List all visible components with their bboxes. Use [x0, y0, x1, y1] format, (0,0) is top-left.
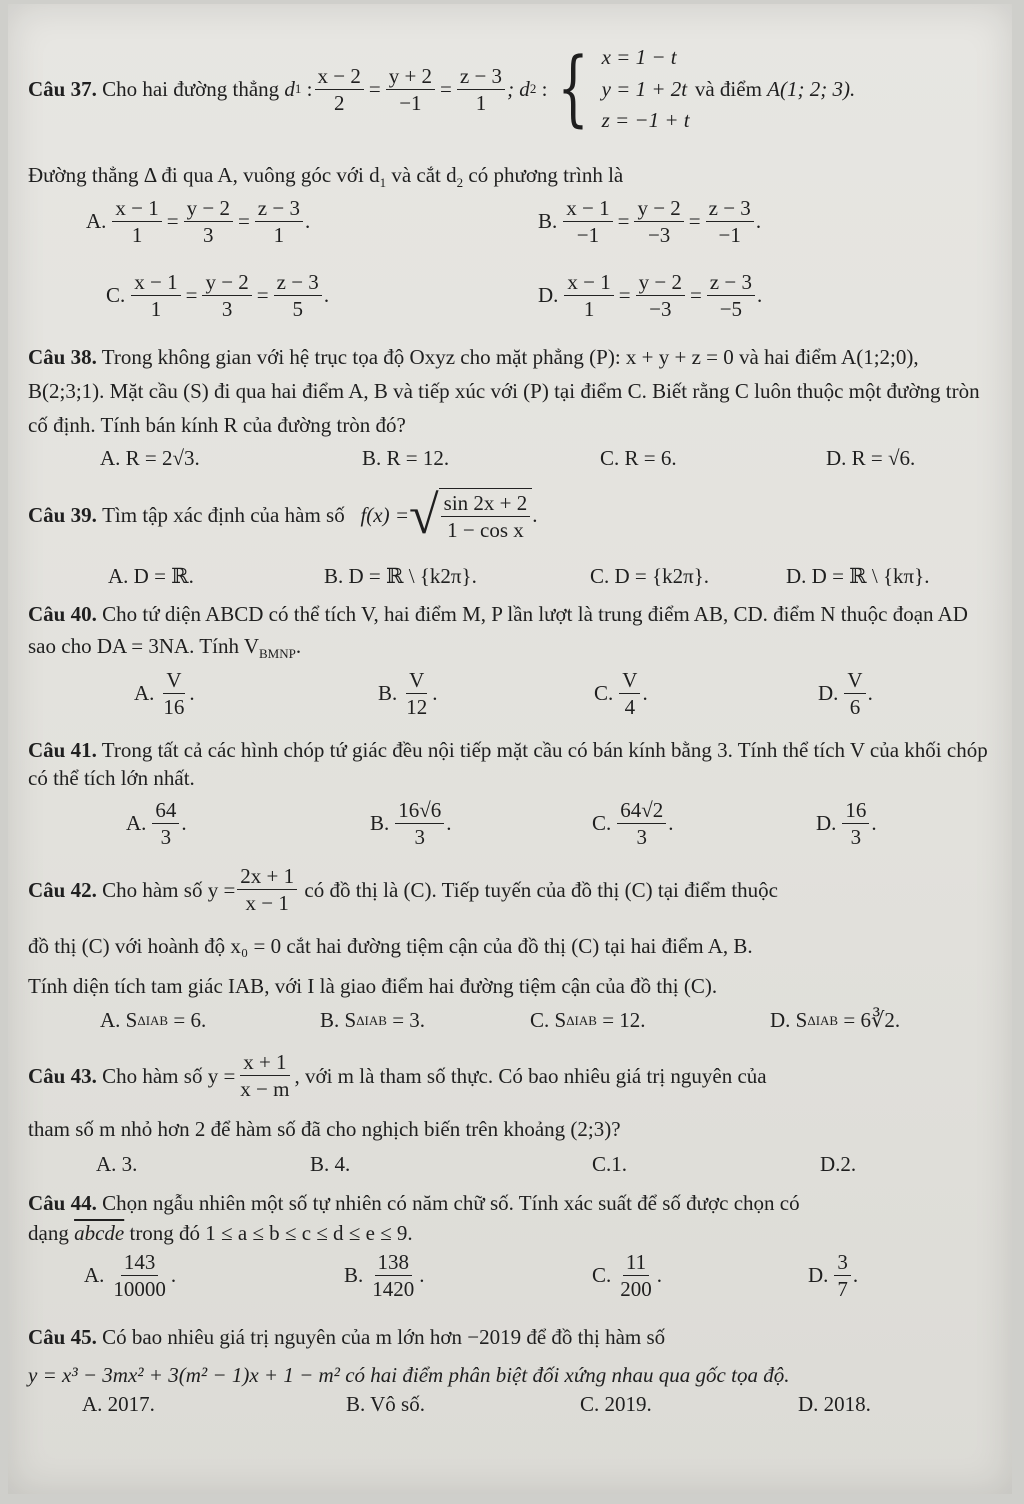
q37-option-b[interactable]: B. $\frac{x - 1}{-1}$ = $\frac{y - 2}{-3}$ = $\frac{z - 3}{-1}$ .	[538, 196, 762, 248]
question-43-line2: tham số m nhỏ hơn 2 để hàm số đã cho nghịch biến trên khoảng (2;3)?	[28, 1117, 621, 1141]
q42-option-c[interactable]: C. S ΔIAB = 12.	[530, 1008, 646, 1032]
question-37-text: Cho hai đường thẳng	[102, 77, 280, 102]
d1-frac-z: $\frac{z - 3}{1}$	[457, 64, 505, 115]
question-43-label: Câu 43.	[28, 1063, 97, 1088]
q37-option-a[interactable]: A. $\frac{x - 1}{1}$ = $\frac{y - 2}{3}$ = $\frac{z - 3}{1}$ .	[86, 196, 311, 248]
q44-option-b[interactable]: B. 138 1420 .	[344, 1250, 425, 1302]
q44-option-a[interactable]: A. 143 10000 .	[84, 1250, 177, 1302]
q40-option-b[interactable]: B. V 12 .	[378, 668, 438, 720]
q38-option-b[interactable]: B. R = 12.	[362, 446, 450, 470]
q37-option-d[interactable]: D. $\frac{x - 1}{1}$ = $\frac{y - 2}{-3}$ = $\frac{z - 3}{-5}$ .	[538, 270, 763, 322]
question-41-label: Câu 41.	[28, 738, 97, 762]
question-44: Câu 44. Chọn ngẫu nhiên một số tự nhiên có năm chữ số. Tính xác suất để số được chọn có dạng abcde trong đó 1 ≤ a ≤ b ≤ c ≤ d ≤ e ≤ 9.	[28, 1191, 800, 1245]
question-45-function: y = x³ − 3mx² + 3(m² − 1)x + 1 − m² có hai điểm phân biệt đối xứng nhau qua gốc tọa độ.	[28, 1363, 790, 1387]
question-44-options	[8, 1250, 1012, 1310]
d2-symbol: ; d	[507, 77, 530, 102]
question-41-options	[8, 798, 1012, 858]
question-37-options-row2	[8, 270, 1012, 330]
q41-option-b[interactable]: B. 16√6 3 .	[370, 798, 452, 850]
d2-system: { x = 1 − t y = 1 + 2t z = −1 + t	[557, 41, 690, 137]
question-39: Câu 39. Tìm tập xác định của hàm số f(x) = √ $\frac{\sin 2x + 2}{\text{1 − cos x}}$ .	[28, 485, 538, 546]
question-44-label: Câu 44.	[28, 1191, 97, 1215]
q45-option-b[interactable]: B. Vô số.	[346, 1392, 425, 1416]
q44-option-d[interactable]: D. 3 7 .	[808, 1250, 859, 1302]
q38-option-c[interactable]: C. R = 6.	[600, 446, 677, 470]
q40-option-c[interactable]: C. V 4 .	[594, 668, 648, 720]
question-40-label: Câu 40.	[28, 602, 97, 626]
q41-option-d[interactable]: D. 16 3 .	[816, 798, 877, 850]
q45-option-d[interactable]: D. 2018.	[798, 1392, 871, 1416]
exam-page	[8, 4, 1012, 1494]
q42-option-a[interactable]: A. S ΔIAB = 6.	[100, 1008, 207, 1032]
question-41-text: Trong tất cả các hình chóp tứ giác đều nội tiếp mặt cầu có bán kính bằng 3. Tính thể tích V của khối chóp có thể tích lớn nhất.	[28, 738, 988, 790]
q41-option-c[interactable]: C. 64√2 3 .	[592, 798, 674, 850]
question-38-text: Trong không gian với hệ trục tọa độ Oxyz cho mặt phẳng (P): x + y + z = 0 và hai điểm A(1;2;0), B(2;3;1). Mặt cầu (S) đi qua hai điểm A, B và tiếp xúc với (P) tại điểm C. Biết rằng C luôn thuộc một đường tròn cố định. Tính bán kính R của đường tròn đó?	[28, 345, 980, 437]
q39-option-b[interactable]: B. D = ℝ \ {k2π}.	[324, 564, 477, 588]
q45-option-a[interactable]: A. 2017.	[82, 1392, 155, 1416]
q39-option-a[interactable]: A. D = ℝ.	[108, 564, 194, 588]
q44-option-c[interactable]: C. 11 200 .	[592, 1250, 663, 1302]
question-37-line2: Đường thẳng Δ đi qua A, vuông góc với $d_1$ và cắt $d_2$ có phương trình là	[28, 163, 624, 191]
q39-option-d[interactable]: D. D = ℝ \ {kπ}.	[786, 564, 930, 588]
q43-option-c[interactable]: C.1.	[592, 1152, 628, 1176]
d1-frac-x: $\frac{x - 2}{2}$	[315, 64, 364, 115]
q42-option-b[interactable]: B. S ΔIAB = 3.	[320, 1008, 426, 1032]
question-38-label: Câu 38.	[28, 345, 97, 369]
q37-option-c[interactable]: C. $\frac{x - 1}{1}$ = $\frac{y - 2}{3}$ = $\frac{z - 3}{5}$ .	[106, 270, 330, 322]
q38-option-a[interactable]: A. R = 2√3.	[100, 446, 200, 470]
sqrt-expression: √ $\frac{\sin 2x + 2}{\text{1 − cos x}}$	[409, 488, 532, 542]
question-37-options-row1	[8, 196, 1012, 256]
q43-option-b[interactable]: B. 4.	[310, 1152, 351, 1176]
d1-symbol: d	[284, 77, 295, 102]
q43-option-d[interactable]: D.2.	[820, 1152, 857, 1176]
question-43: Câu 43. Cho hàm số y = $\frac{x + 1}{x - m}$ , với m là tham số thực. Có bao nhiêu giá trị nguyên của	[28, 1050, 767, 1102]
q39-option-c[interactable]: C. D = {k2π}.	[590, 564, 710, 588]
question-40-options	[8, 668, 1012, 728]
question-42: Câu 42. Cho hàm số y = $\frac{2x + 1}{x - 1}$ có đồ thị là (C). Tiếp tuyến của đồ thị (C) tại điểm thuộc	[28, 864, 778, 916]
q40-option-d[interactable]: D. V 6 .	[818, 668, 873, 720]
q40-option-a[interactable]: A. V 16 .	[134, 668, 195, 720]
point-A: A(1; 2; 3).	[767, 77, 856, 102]
question-40-text: Cho tứ diện ABCD có thể tích V, hai điểm M, P lần lượt là trung điểm AB, CD. điểm N thuộc đoạn AD sao cho DA = 3NA. Tính V	[28, 602, 968, 658]
question-39-text: Tìm tập xác định của hàm số	[102, 503, 345, 528]
q38-option-d[interactable]: D. R = √6.	[826, 446, 916, 470]
question-42-body: đồ thị (C) với hoành độ x₀ = 0 cắt hai đường tiệm cận của đồ thị (C) tại hai điểm A, B. Tính diện tích tam giác IAB, với I là giao điểm hai đường tiệm cận của đồ thị (C).	[28, 934, 753, 998]
question-39-label: Câu 39.	[28, 503, 97, 528]
question-37-label: Câu 37.	[28, 77, 97, 102]
d1-frac-y: $\frac{y + 2}{-1}$	[386, 64, 435, 115]
question-45: Câu 45. Có bao nhiêu giá trị nguyên của m lớn hơn −2019 để đồ thị hàm số y = x³ − 3mx² + 3(m² − 1)x + 1 − m² có hai điểm phân biệt đối xứng nhau qua gốc tọa độ.	[28, 1325, 790, 1387]
question-37-text-b: và điểm	[694, 77, 762, 102]
question-41	[28, 736, 998, 792]
question-38	[28, 340, 998, 442]
function-f: f(x) =	[360, 503, 410, 528]
q45-option-c[interactable]: C. 2019.	[580, 1392, 652, 1416]
question-40: Câu 40. Cho tứ diện ABCD có thể tích V, hai điểm M, P lần lượt là trung điểm AB, CD. điểm N thuộc đoạn AD sao cho DA = 3NA. Tính $V_{BMNP}$.	[28, 602, 968, 662]
q42-option-d[interactable]: D. S ΔIAB = 6∛2.	[770, 1008, 901, 1032]
question-42-label: Câu 42.	[28, 877, 97, 902]
question-45-label: Câu 45.	[28, 1325, 97, 1349]
question-37: Câu 37. Cho hai đường thẳng d 1 : $\frac{x - 2}{2}$ = $\frac{y + 2}{-1}$ = $\frac{z - 3}{1}$ ; d 2 : { x = 1 − t y = 1 + 2t z = −1 + t và điểm A(1; 2; 3).	[28, 41, 856, 137]
q41-option-a[interactable]: A. 64 3 .	[126, 798, 187, 850]
q43-option-a[interactable]: A. 3.	[96, 1152, 138, 1176]
